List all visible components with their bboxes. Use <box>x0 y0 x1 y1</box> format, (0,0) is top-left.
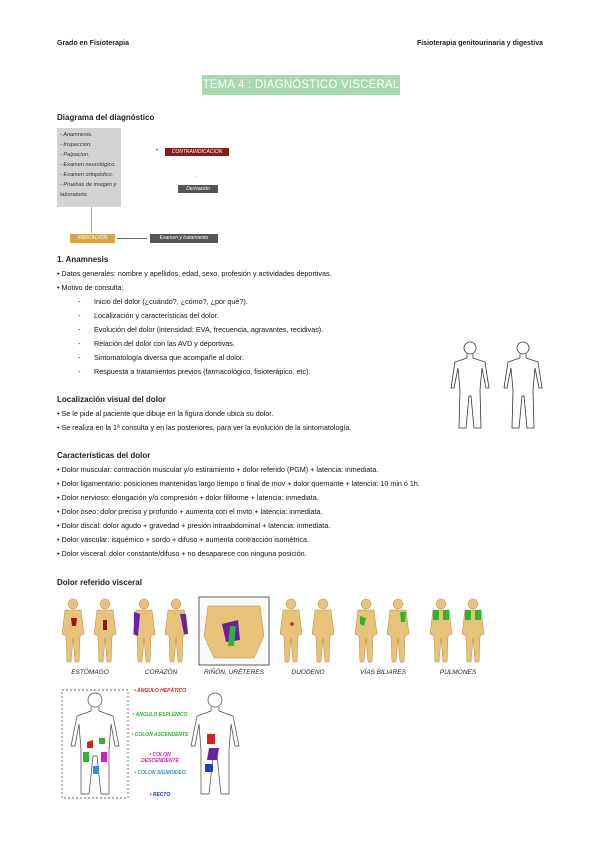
caption-vias-biliares: VÍAS BILIARES <box>360 669 406 676</box>
caracteristica-bullet: • Dolor muscular: contracción muscular y/o estiramiento + dolor referido (PGM) + latencia: inmediata. <box>57 465 379 474</box>
header-course: Grado en Fisioterapia <box>57 40 129 47</box>
connector-line <box>91 207 92 233</box>
dash: - <box>78 339 81 348</box>
legend-angulo-hepatico: • ÁNGULO HEPÁTICO <box>133 688 187 694</box>
colon-referral-figure <box>57 686 247 801</box>
anamnesis-bullet: • Motivo de consulta: <box>57 283 124 292</box>
caracteristica-bullet: • Dolor ligamentario: posiciones mantenidas largo tiempo o final de mov + dolor quemante + latencia: 10 min ó 1h. <box>57 479 420 488</box>
dash: - <box>78 297 81 306</box>
front-body-outline <box>451 342 489 428</box>
derivacion-label: Derivación <box>178 185 218 193</box>
anamnesis-subitem: Relación del dolor con las AVD y deportivas. <box>94 339 235 348</box>
bullet-dot: · <box>195 174 197 180</box>
diagram-step: - Pruebas de imagen y <box>60 182 117 188</box>
legend-angulo-esplenico: • ÁNGULO ESPLÉNICO <box>132 712 188 718</box>
anamnesis-subitem: Inicio del dolor (¿cuándo?, ¿cómo?, ¿por qué?). <box>94 297 248 306</box>
diagram-step: - Anamnesis. <box>60 132 93 138</box>
connector-arrow <box>117 238 147 239</box>
bullet-dot: • <box>156 148 159 154</box>
dash: - <box>78 353 81 362</box>
diagram-step: - Inspeccion. <box>60 142 92 148</box>
diagnostic-steps-box <box>57 128 121 207</box>
caracteristica-bullet: • Dolor visceral: dolor constante/difuso + no desaparece con ninguna posición. <box>57 549 307 558</box>
contraindicacion-label: CONTRAINDICACION <box>165 148 229 156</box>
stomach-referral-figure <box>57 596 123 666</box>
referido-heading: Dolor referido visceral <box>57 578 142 587</box>
lungs-referral-figure <box>425 596 491 666</box>
diagram-step: - Examen neurológico. <box>60 162 116 168</box>
legend-recto: • RECTO <box>149 792 171 798</box>
diagram-step: - Palpacion. <box>60 152 90 158</box>
indicacion-label: INDICACIÓN <box>70 234 115 243</box>
caption-pulmones: PULMONES <box>439 669 477 676</box>
body-chart-figure <box>445 338 550 433</box>
anamnesis-heading: 1. Anamnesis <box>57 255 109 264</box>
localizacion-bullet: • Se realiza en la 1ª consulta y en las posteriores, para ver la evolución de la sintomatología. <box>57 423 352 432</box>
caption-corazon: CORAZÓN <box>144 669 178 676</box>
anamnesis-subitem: Evolución del dolor (intensidad: EVA, frecuencia, agravantes, recidivas). <box>94 325 324 334</box>
caption-duodeno: DUODENO <box>291 669 325 676</box>
caption-rinon: RIÑÓN, URÉTERES <box>204 669 264 676</box>
header-subject: Fisioterapia genitourinaria y digestiva <box>416 40 543 47</box>
diagram-step: laboratorio. <box>60 192 88 198</box>
localizacion-heading: Localización visual del dolor <box>57 395 166 404</box>
dash: - <box>78 367 81 376</box>
page-title: TEMA 4 : DIAGNÓSTICO VISCERAL <box>202 75 400 95</box>
localizacion-bullet: • Se le pide al paciente que dibuje en la figura donde ubica su dolor. <box>57 409 274 418</box>
examen-label: Examen y tratamiento <box>150 234 218 243</box>
caracteristica-bullet: • Dolor nervioso: elongación y/o compresión + dolor filiforme + latencia: inmediata. <box>57 493 319 502</box>
anamnesis-bullet: • Datos generales: nombre y apellidos, edad, sexo, profesión y actividades deportivas. <box>57 269 332 278</box>
anamnesis-subitem: Sintomatología diversa que acompañe al dolor. <box>94 353 244 362</box>
anamnesis-subitem: Localización y características del dolor. <box>94 311 219 320</box>
legend-colon-descendente: • COLON DESCENDENTE <box>141 752 179 764</box>
heart-referral-figure <box>128 596 194 666</box>
dash: - <box>78 311 81 320</box>
back-body-outline <box>504 342 542 428</box>
caracteristicas-heading: Características del dolor <box>57 451 151 460</box>
diagram-step: - Examen ortopédico. <box>60 172 114 178</box>
biliary-referral-figure <box>350 596 416 666</box>
duodenum-referral-figure <box>275 596 341 666</box>
anamnesis-subitem: Respuesta a tratamientos previos (farmacológico, fisioterápico, etc). <box>94 367 311 376</box>
caracteristica-bullet: • Dolor discal: dolor agudo + gravedad + presión intraabdominal + latencia: inmediata. <box>57 521 331 530</box>
legend-colon-sigmoideo: • COLON SIGMOIDEO <box>134 770 186 776</box>
dash: - <box>78 325 81 334</box>
legend-colon-ascendente: • COLON ASCENDENTE <box>131 732 189 738</box>
caracteristica-bullet: • Dolor óseo: dolor preciso y profundo + aumenta con el mvto + latencia: inmediata. <box>57 507 323 516</box>
caption-estomago: ESTÓMAGO <box>71 669 109 676</box>
caracteristica-bullet: • Dolor vascular: isquémico + sordo + difuso + aumenta contracción isométrica. <box>57 535 310 544</box>
diagram-heading: Diagrama del diagnóstico <box>57 113 155 122</box>
kidney-referral-figure <box>198 596 270 666</box>
